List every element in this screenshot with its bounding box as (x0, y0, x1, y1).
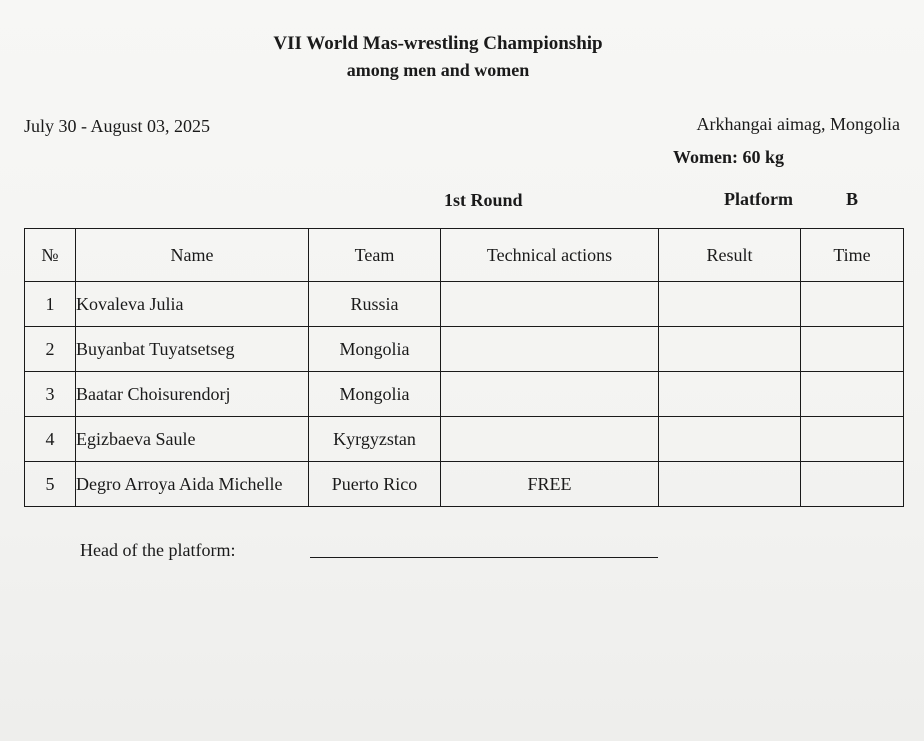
athlete-team: Russia (309, 282, 441, 327)
technical-actions-cell: FREE (441, 462, 659, 507)
athlete-name: Egizbaeva Saule (76, 417, 309, 462)
document-subtitle: among men and women (346, 60, 530, 80)
athlete-name: Degro Arroya Aida Michelle (76, 462, 309, 507)
athlete-team: Kyrgyzstan (309, 417, 441, 462)
technical-actions-cell (441, 282, 659, 327)
table-row (25, 327, 904, 372)
athlete-name: Buyanbat Tuyatsetseg (76, 327, 309, 372)
table-row (25, 462, 904, 507)
technical-actions-cell (441, 327, 659, 372)
table-row (25, 417, 904, 462)
technical-actions-cell (441, 417, 659, 462)
table-row (25, 282, 904, 327)
event-dates: July 30 - August 03, 2025 (24, 116, 211, 136)
event-location: Arkhangai aimag, Mongolia (696, 114, 900, 134)
athlete-team: Puerto Rico (309, 462, 441, 507)
column-header-team: Team (309, 229, 441, 282)
column-header-technical-actions: Technical actions (441, 229, 659, 282)
row-number: 2 (25, 327, 76, 372)
round-label: 1st Round (444, 190, 523, 210)
row-number: 1 (25, 282, 76, 327)
row-number: 5 (25, 462, 76, 507)
draw-table (24, 228, 904, 507)
platform-label: Platform (724, 189, 793, 209)
result-cell (659, 462, 801, 507)
result-cell (659, 417, 801, 462)
time-cell (801, 417, 904, 462)
table-header-row (25, 229, 904, 282)
result-cell (659, 372, 801, 417)
platform-value: B (846, 189, 859, 209)
row-number: 3 (25, 372, 76, 417)
athlete-name: Kovaleva Julia (76, 282, 309, 327)
athlete-team: Mongolia (309, 327, 441, 372)
signature-line (310, 557, 658, 558)
result-cell (659, 327, 801, 372)
table-row (25, 372, 904, 417)
time-cell (801, 282, 904, 327)
result-cell (659, 282, 801, 327)
time-cell (801, 327, 904, 372)
time-cell (801, 372, 904, 417)
column-header-time: Time (801, 229, 904, 282)
weight-category: Women: 60 kg (672, 147, 784, 167)
row-number: 4 (25, 417, 76, 462)
column-header-name: Name (76, 229, 309, 282)
column-header-result: Result (659, 229, 801, 282)
time-cell (801, 462, 904, 507)
athlete-name: Baatar Choisurendorj (76, 372, 309, 417)
technical-actions-cell (441, 372, 659, 417)
column-header-number: № (25, 229, 76, 282)
athlete-team: Mongolia (309, 372, 441, 417)
head-of-platform-label: Head of the platform: (80, 540, 236, 560)
document-title: VII World Mas-wrestling Championship (273, 33, 603, 54)
